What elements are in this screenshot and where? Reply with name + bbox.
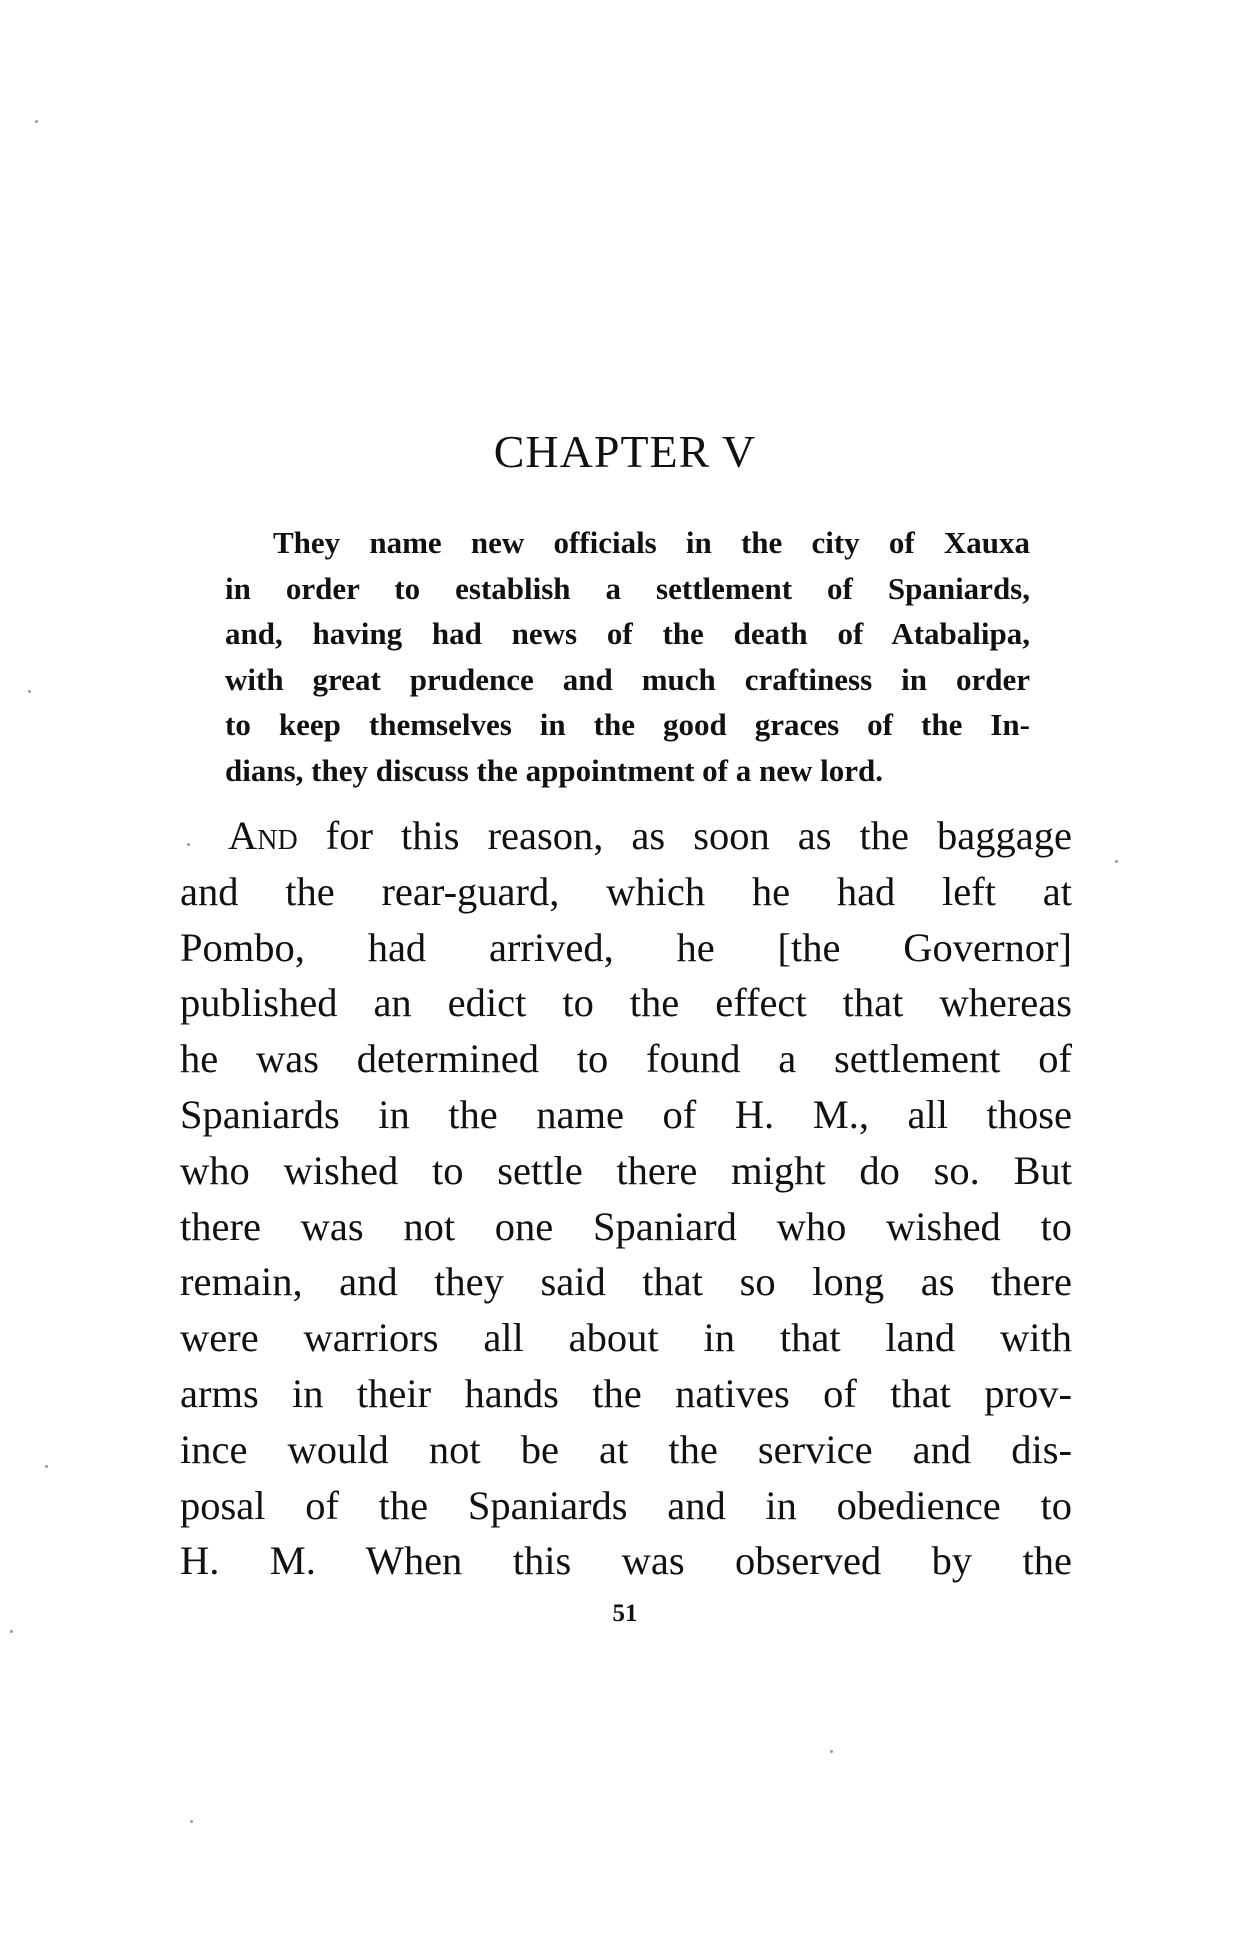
page-speck bbox=[187, 843, 190, 846]
body-line: were warriors all about in that land with bbox=[180, 1315, 1072, 1361]
body-line: ince would not be at the service and dis- bbox=[180, 1426, 1072, 1472]
page-speck bbox=[10, 1630, 13, 1633]
body-line: Pombo, had arrived, he [the Governor] bbox=[180, 924, 1072, 970]
body-line: there was not one Spaniard who wished to bbox=[180, 1203, 1072, 1249]
body-line: posal of the Spaniards and in obedience to bbox=[180, 1482, 1072, 1528]
body-line: and the rear-guard, which he had left at bbox=[180, 868, 1072, 914]
page-speck bbox=[190, 1820, 193, 1823]
summary-line: dians, they discuss the appointment of a new lord. bbox=[225, 752, 883, 788]
chapter-title: CHAPTER V bbox=[493, 426, 757, 477]
page-speck bbox=[1115, 860, 1118, 863]
page-speck bbox=[35, 120, 38, 123]
body-line: published an edict to the effect that whereas bbox=[180, 980, 1072, 1026]
page-speck bbox=[830, 1750, 833, 1753]
chapter-summary bbox=[225, 520, 1030, 793]
body-line: Spaniards in the name of H. M., all those bbox=[180, 1091, 1072, 1137]
body-line: H. M. When this was observed by the bbox=[180, 1538, 1072, 1584]
summary-line: and, having had news of the death of Atabalipa, bbox=[225, 616, 1030, 651]
page-speck bbox=[28, 690, 31, 693]
summary-line: to keep themselves in the good graces of the In- bbox=[225, 707, 1030, 742]
initial-word: And bbox=[228, 813, 298, 858]
summary-line: with great prudence and much craftiness in order bbox=[225, 661, 1030, 697]
body-line: arms in their hands the natives of that prov- bbox=[180, 1370, 1072, 1416]
body-line: remain, and they said that so long as there bbox=[180, 1259, 1072, 1305]
summary-line: They name new officials in the city of Xauxa bbox=[273, 525, 1030, 560]
body-text bbox=[180, 808, 1072, 1589]
body-line-first bbox=[228, 808, 1072, 864]
first-line-rest: for this reason, as soon as the baggage bbox=[297, 813, 1072, 858]
page-speck bbox=[45, 1465, 48, 1468]
page-number: 51 bbox=[612, 1600, 638, 1627]
body-line: who wished to settle there might do so. But bbox=[180, 1147, 1072, 1193]
body-line: he was determined to found a settlement of bbox=[180, 1036, 1072, 1082]
summary-line: in order to establish a settlement of Spaniards, bbox=[225, 570, 1030, 606]
